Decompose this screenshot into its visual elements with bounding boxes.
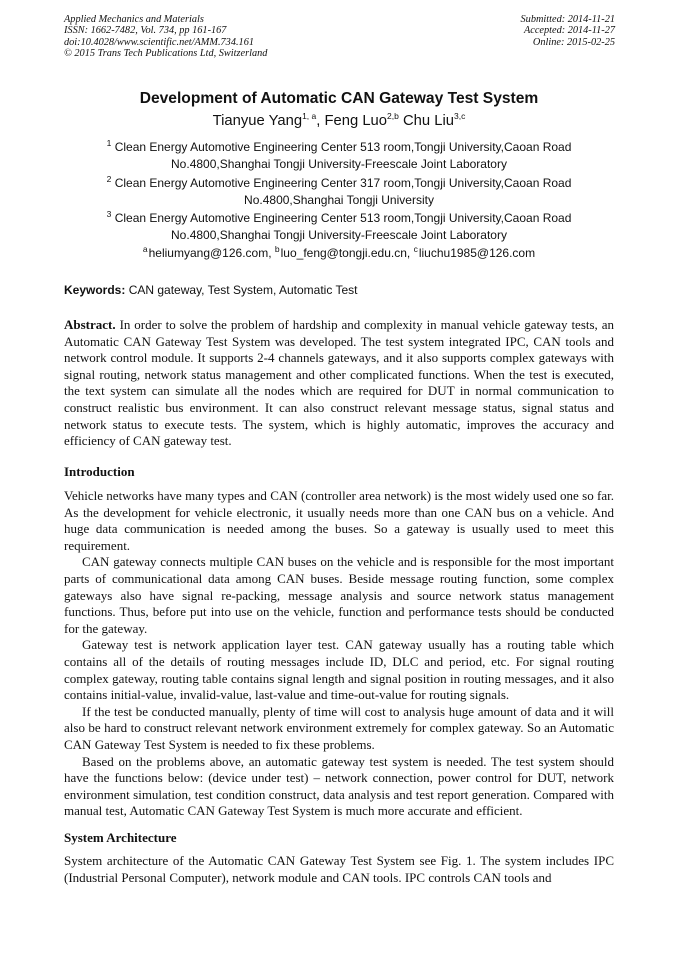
system-architecture-body: [64, 853, 614, 886]
author-separator: ,: [316, 113, 325, 129]
affiliation-3: [64, 210, 614, 243]
author-affiliation-mark: 2,b: [387, 111, 399, 122]
email-mark: c: [413, 244, 418, 254]
keywords: [64, 283, 614, 297]
affiliation-line: No.4800,Shanghai Tongji University: [244, 192, 434, 207]
paragraph: Based on the problems above, an automatic gateway test system is needed. The test system should have the functions below: (device under test) – network connection, power control for DUT, network environment simulation, test condition construct, data analysis and test report generation. Compared with manual test, Automatic CAN Gateway Test System is much more accurate and efficient.: [64, 753, 614, 819]
keywords-text: CAN gateway, Test System, Automatic Test: [128, 283, 358, 297]
issn-line: ISSN: 1662-7482, Vol. 734, pp 161-167: [64, 25, 227, 37]
submission-dates: [521, 14, 615, 48]
author-affiliation-mark: 3,c: [453, 111, 466, 122]
affiliation-line: Clean Energy Automotive Engineering Center 513 room,Tongji University,Caoan Road: [114, 211, 572, 225]
author-affiliation-mark: 1, a: [302, 111, 317, 122]
email-address: heliumyang@126.com,: [148, 246, 275, 260]
section-heading-system-architecture: System Architecture: [64, 830, 177, 845]
email-address: liuchu1985@126.com: [418, 246, 536, 260]
author-name: Chu Liu: [402, 113, 454, 129]
journal-name: Applied Mechanics and Materials: [64, 14, 204, 25]
email-address: luo_feng@tongji.edu.cn,: [280, 246, 414, 260]
author-name: Tianyue Yang: [212, 113, 303, 129]
email-mark: a: [142, 244, 148, 254]
affiliation-2: [64, 175, 614, 208]
affiliation-1: [64, 139, 614, 172]
author-name: Feng Luo: [324, 113, 388, 129]
section-heading-introduction: Introduction: [64, 464, 135, 479]
abstract-text: In order to solve the problem of hardship and complexity in manual vehicle gateway tests, an Automatic CAN Gateway Test System was developed. The test system integrated IPC, CAN tools and network control module. It supports 2-4 channels gateways, and it also supports complex gateways with signal routing, network status management and other complicated functions. When the test is executed, the text system can simulate all the nodes which are required for DUT in normal communication to construct realistic bus environment. It can also construct relevant message status, signal status and network status to execute tests. The system, which is highly automatic, improves the accuracy and efficiency of CAN gateway test.: [64, 317, 614, 449]
keywords-label: Keywords:: [64, 283, 126, 297]
affiliation-number: 3: [106, 209, 112, 219]
paragraph: If the test be conducted manually, plenty of time will cost to analysis huge amount of data and it will also be hard to construct relevant network environment extremely for complex gateway. So an Automatic CAN Gateway Test System is needed to fix these problems.: [64, 703, 614, 752]
affiliation-line: No.4800,Shanghai Tongji University-Freescale Joint Laboratory: [171, 227, 507, 242]
abstract-label: Abstract.: [64, 317, 116, 332]
paragraph: Gateway test is network application layer test. CAN gateway usually has a routing table which contains all of the details of routing messages include ID, DLC and period, etc. For signal routing complex gateway, routing table contains signal length and signal position in routing messages, and it also contains initial-value, invalid-value, last-value and time-out-value for routing signals.: [64, 637, 614, 703]
affiliation-number: 1: [106, 138, 112, 148]
affiliation-line: Clean Energy Automotive Engineering Center 317 room,Tongji University,Caoan Road: [114, 176, 572, 190]
copyright-line: © 2015 Trans Tech Publications Ltd, Switzerland: [64, 48, 268, 60]
doi-line: doi:10.4028/www.scientific.net/AMM.734.161: [64, 36, 254, 48]
abstract: [64, 317, 614, 450]
affiliation-number: 2: [106, 174, 112, 184]
author-emails: [64, 246, 614, 260]
paragraph: System architecture of the Automatic CAN Gateway Test System see Fig. 1. The system includes IPC (Industrial Personal Computer), network module and CAN tools. IPC controls CAN tools and: [64, 853, 614, 885]
author-list: [0, 113, 678, 129]
paragraph: CAN gateway connects multiple CAN buses on the vehicle and is responsible for the most important parts of communicational data among CAN buses. Beside message routing function, some complex gateways also have signal re-packing, message analysis and source network status management functions. Thus, before put into use on the vehicle, function and performance tests should be conducted for the gateway.: [64, 554, 614, 636]
online-date: Online: 2015-02-25: [532, 36, 615, 48]
paragraph: Vehicle networks have many types and CAN (controller area network) is the most widely used one so far. As the development for vehicle electronic, it usually needs more than one CAN bus on a vehicle. And huge data communication is needed among the buses. So a gateway is usually used to meet this requirement.: [64, 488, 614, 553]
affiliation-line: No.4800,Shanghai Tongji University-Freescale Joint Laboratory: [171, 156, 507, 171]
introduction-body: [64, 488, 614, 820]
accepted-date: Accepted: 2014-11-27: [523, 25, 615, 37]
submitted-date: Submitted: 2014-11-21: [520, 14, 615, 25]
email-mark: b: [274, 244, 280, 254]
journal-info: [64, 14, 267, 60]
affiliation-line: Clean Energy Automotive Engineering Center 513 room,Tongji University,Caoan Road: [114, 140, 572, 154]
paper-title: Development of Automatic CAN Gateway Test System: [139, 90, 539, 107]
